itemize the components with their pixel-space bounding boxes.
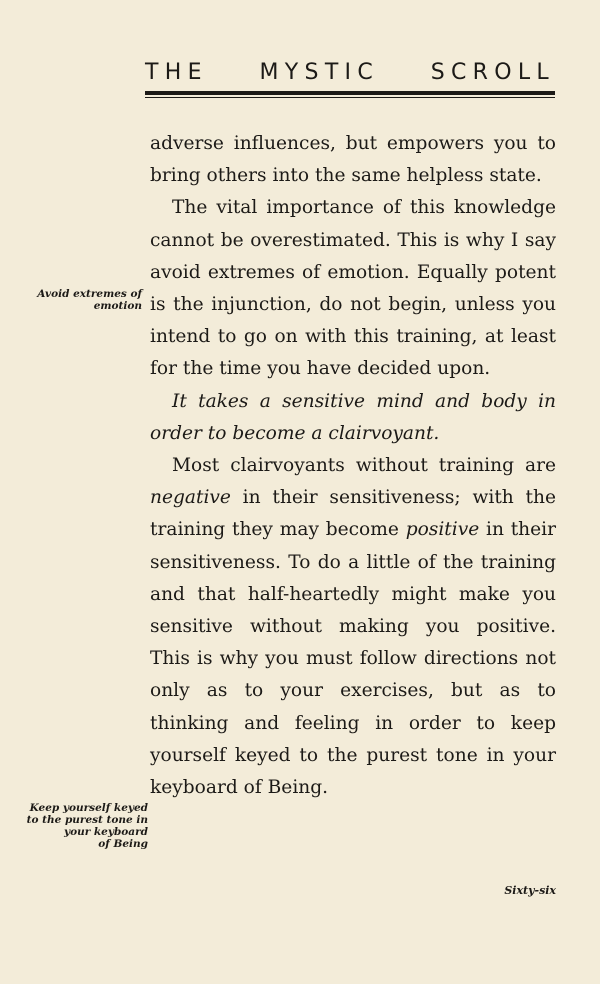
header-rule-thin <box>145 97 555 98</box>
margin-note-line: of Being <box>98 838 148 850</box>
running-title: THE MYSTIC SCROLL <box>145 60 555 85</box>
paragraph-2: The vital importance of this knowledge cannot be overestimated. This is why I say avoid extremes of emotion. Equally potent is the injunction, do not begin, unless you intend to go on with this training, at least for the time you have decided upon. <box>150 197 556 380</box>
margin-note-line: your keyboard <box>63 826 148 838</box>
paragraph-4-part-a: Most clairvoyants without training are <box>172 455 556 477</box>
paragraph-4-part-e: in their sensitiveness. To do a little of the training and that half-heartedly might make you sensitive without making you positive. This is why you must follow directions not only as to your exercises, but as to thinking and feeling in order to keep yourself keyed to the purest tone in your keyboard of Being. <box>150 519 556 799</box>
body-text <box>150 128 556 804</box>
paragraph-4 <box>150 450 556 804</box>
margin-note-line: emotion <box>93 300 142 312</box>
paragraph-4-emphasis-positive: positive <box>405 519 480 541</box>
margin-note-avoid-extremes <box>37 288 142 312</box>
margin-note-line: Keep yourself keyed <box>29 802 148 814</box>
paragraph-4-part-c: in their sensitiveness; with the training they may become <box>150 487 556 541</box>
paragraph-3 <box>150 386 556 450</box>
paragraph-3-italic: It takes a sensitive mind and body in order to become a clairvoyant. <box>150 390 556 444</box>
page-header <box>145 58 555 102</box>
header-rule-thick <box>145 91 555 95</box>
paragraph-1: adverse influences, but empowers you to bring others into the same helpless state. <box>150 133 556 187</box>
margin-note-line: to the purest tone in <box>26 814 148 826</box>
margin-note-line: Avoid extremes of <box>37 288 142 300</box>
margin-note-keep-keyed <box>27 802 148 850</box>
page-number: Sixty-six <box>504 884 556 897</box>
paragraph-4-emphasis-negative: negative <box>150 487 231 509</box>
